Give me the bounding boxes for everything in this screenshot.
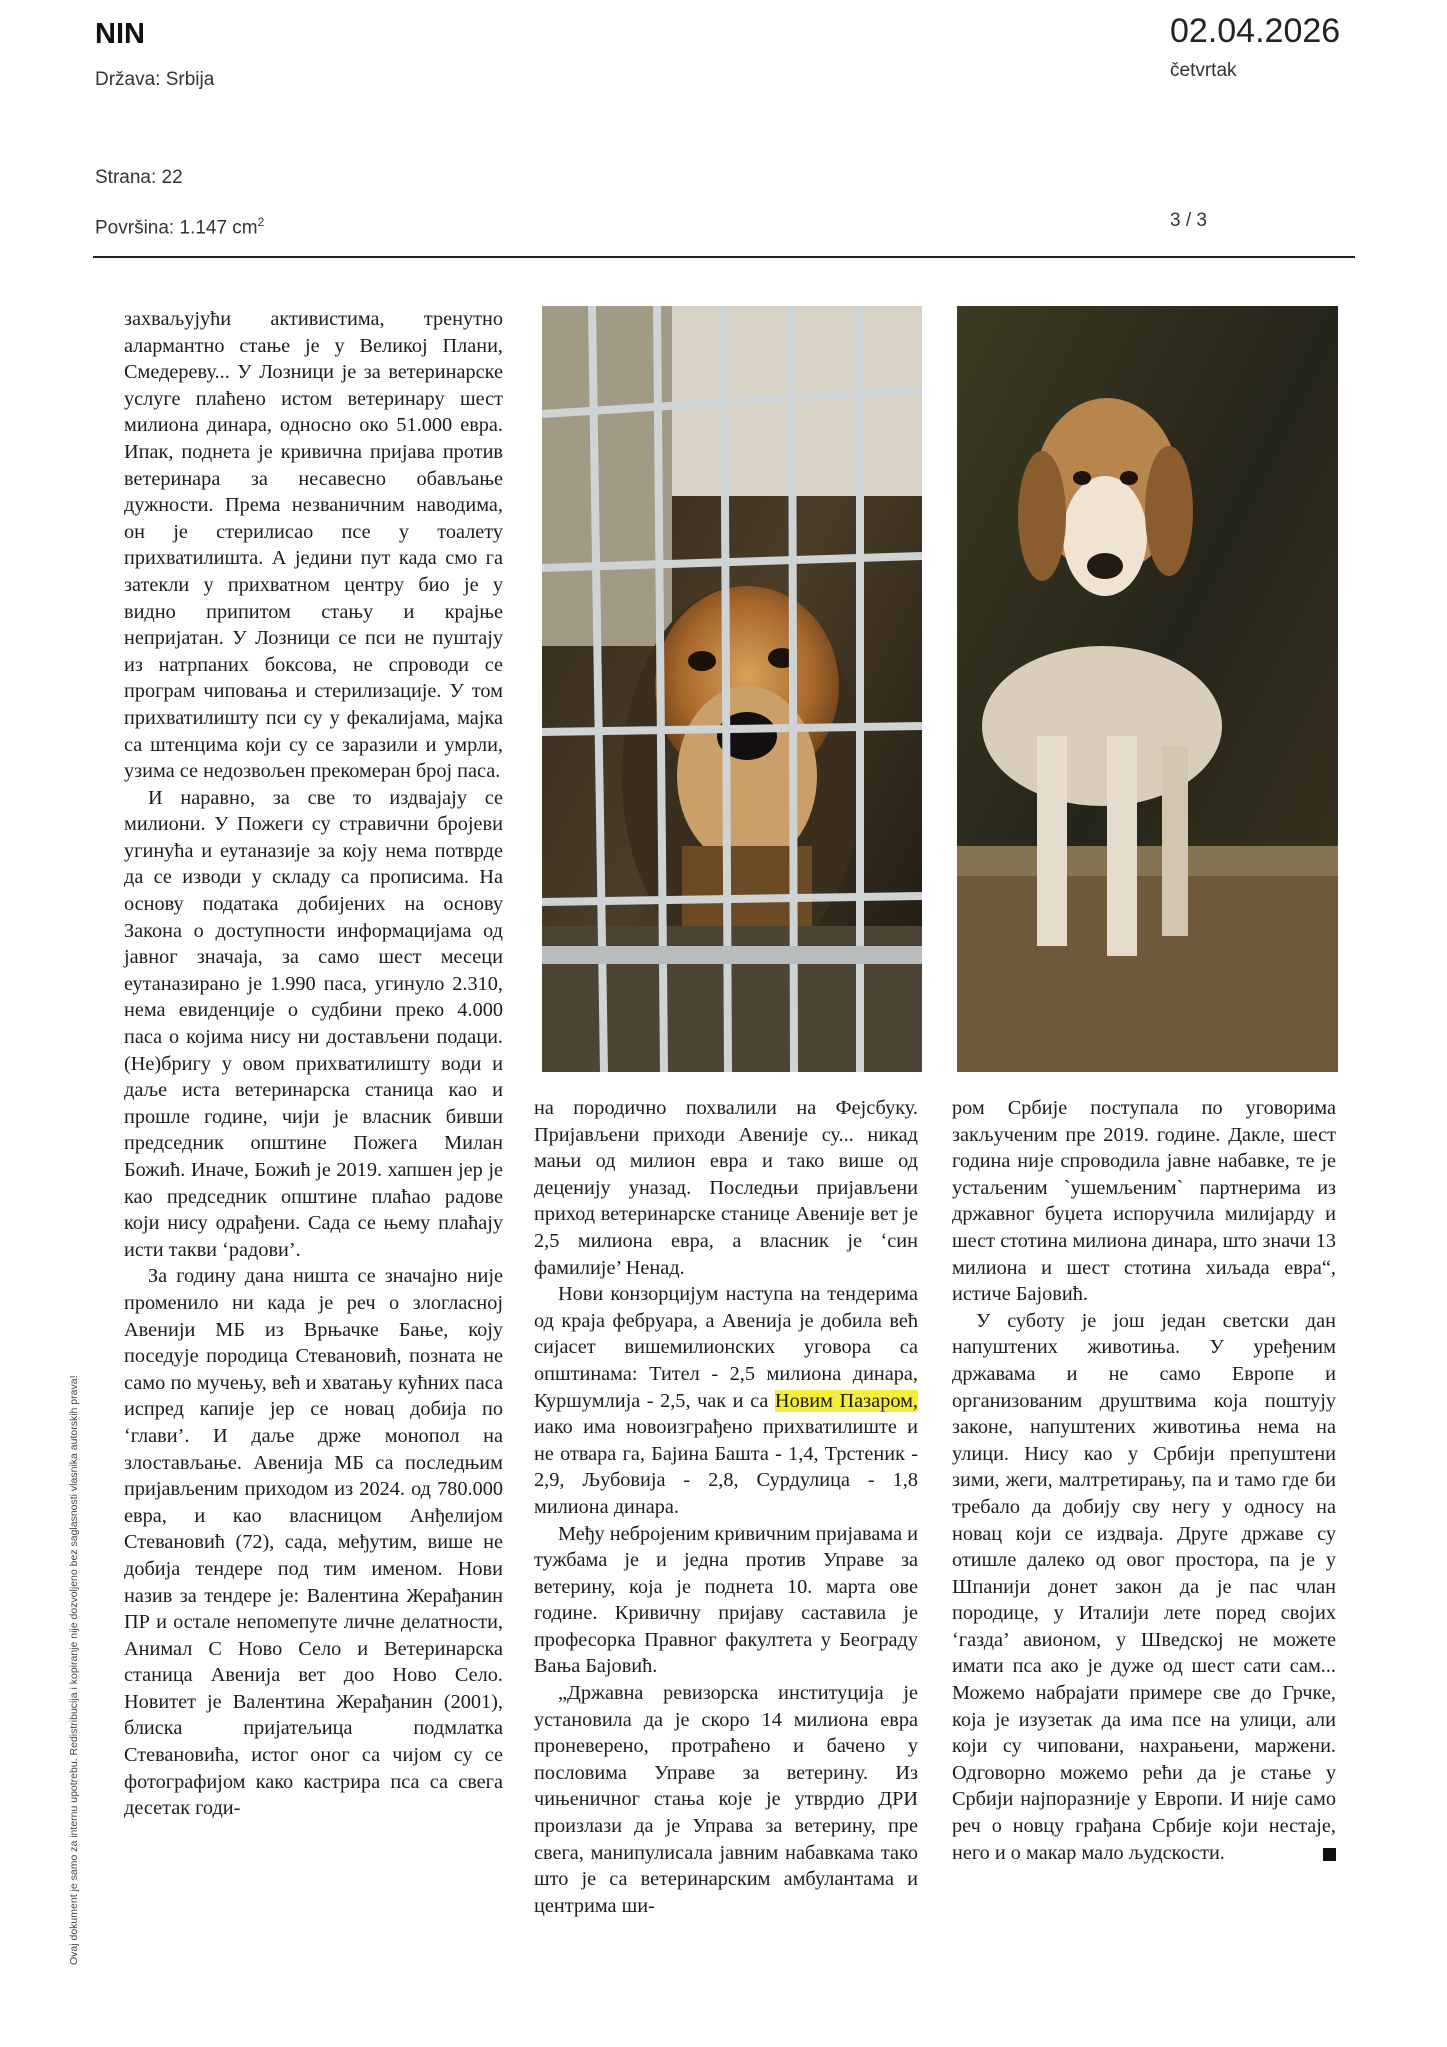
- article-paragraph: на породично похвалили на Фејсбуку. Пријављени приходи Авеније су... никад мањи од милион евра и тако више од деценију уназад. Последњи пријављени приход ветеринарске станице Авеније вет је 2,5 милиона евра, а власник је ‘син фамилије’ Ненад.: [534, 1097, 918, 1279]
- article-paragraph: [952, 1308, 1336, 1866]
- country-label: Država: Srbija: [95, 69, 215, 90]
- article-paragraph: За годину дана ништа се значајно није променило ни када је реч о злогласној Авенији МБ из Врњачке Бање, коју поседује породица Стевановић, позната не само по мучењу, већ и хватању кућних паса испред капије јер се новац добија по ‘глави’. И даље држе монопол на злостављање. Авенија МБ са последњим пријављеним приходом из 2024. од 780.000 евра, и као власницом Анђелијом Стевановић (72), сада, међутим, више не добија тендере под тим именом. Нови назив за тендере је: Валентина Жерађанин ПР и остале непомепуте личне делатности, Анимал С Ново Село и Ветеринарска станица Авенија вет доо Ново Село. Новитет је Валентина Жерађанин (2001), блиска пријатељица подмлатка Стевановића, истог оног са чијом су се фотографијом како кастрира пса са свега десетак годи-: [124, 1265, 503, 1820]
- issue-date: 02.04.2026: [1170, 12, 1341, 50]
- header-divider: [93, 256, 1355, 258]
- article-paragraph: захваљујући активистима, тренутно алармантно стање је у Великој Плани, Смедереву... У Лозници је за ветеринарске услуге плаћено истом ветеринару шест милиона динара, односно око 51.000 евра. Ипак, поднета је кривична пријава против ветеринара за несавесно обављање дужности. Према незваничним наводима, он је стерилисао псе у тоалету прихватилишта. А једини пут када смо га затекли у прихватном центру био је у видно припитом стању и крајње непријатан. У Лозници се пси не пуштају из натрпаних боксова, не спроводи се програм чиповања и стерилизације. У том прихватилишту пси су у фекалијама, мајка са штенцима који су се заразили и умрли, узима се недозвољен прекомеран број паса.: [124, 308, 503, 783]
- article-paragraph: [534, 1281, 918, 1520]
- photo-dog-behind-cage: [542, 306, 922, 1072]
- photo-dog-behind-cage-image: [542, 306, 922, 1072]
- article-column-2: [534, 1095, 918, 1919]
- article-column-3: [952, 1095, 1336, 1866]
- highlighted-text: Новим Пазаром,: [774, 1389, 918, 1412]
- copyright-side-note: Ovaj dokument je samo za internu upotrebu. Redistribucija i kopiranje nije dozvoljeno bez saglasnosti vlasnika autorskih prava!: [68, 1375, 80, 1965]
- page-number-label: Strana: 22: [95, 167, 183, 188]
- page-count: 3 / 3: [1170, 210, 1207, 231]
- issue-weekday: četvrtak: [1170, 60, 1237, 81]
- article-column-1: [124, 306, 503, 1822]
- area-label: [95, 215, 264, 239]
- article-paragraph: „Државна ревизорска институција је установила да је скоро 14 милиона евра проневерено, протраћено и бачено у пословима Управе за ветерину. Из чињеничног стања које је утврдио ДРИ произлази да је Управа за ветерину, пре свега, манипулисала јавним набавкама тако што је са ветеринарским амбулантама и центрима ши-: [534, 1682, 918, 1917]
- paragraph-text: Нови конзорцијум наступа на тендерима од краја фебруара, а Авенија је добила већ сијасет вишемилионских уговора са општинама: Тител - 2,5 милиона динара, Куршумлија - 2,5, чак и са: [534, 1283, 918, 1412]
- area-superscript: 2: [257, 215, 265, 229]
- paragraph-text: иако има новоизграђено прихватилиште и не отвара га, Бајина Башта - 1,4, Трстеник - 2,9, Љубовија - 2,8, Сурдулица - 1,8 милиона динара.: [534, 1416, 918, 1518]
- paragraph-text: У суботу је још један светски дан напуштених животиња. У уређеним државама и не само Европе и организованим друштвима која поштују законе, напуштених животиња нема на улици. Нису као у Србији препуштени зими, жеги, малтретирању, па и тамо где би требало да добију сву негу у односу на новац који се издваја. Друге државе су отишле далеко од овог простора, па је у Шпанији донет закон да је пас члан породице, у Италији лете поред својих ‘газда’ авионом, у Шведској не можете имати пса ако је дуже од шест сати сам... Можемо набрајати примере све до Грчке, која је изузетак да има псе на улици, али који су чиповани, нахрањени, маржени. Одговорно можемо рећи да је стање у Србији најпоразније у Европи. И није само реч о новцу грађана Србије који нестаје, него и о макар мало људскости.: [952, 1309, 1336, 1864]
- publication-name: NIN: [95, 18, 145, 50]
- area-text: Površina: 1.147 cm: [95, 217, 258, 239]
- photo-standing-dog-image: [957, 306, 1338, 1072]
- photo-standing-dog: [957, 306, 1338, 1072]
- article-paragraph: ром Србије поступала по уговорима закљученим пре 2019. године. Дакле, шест година није спроводила јавне набавке, те је устаљеним `ушемљеним` партнерима из државног буџета испоручила милијарду и шест стотина милиона динара, што значи 13 милиона и шест стотина хиљада евра“, истиче Бајовић.: [952, 1097, 1336, 1306]
- end-of-article-mark: [1323, 1848, 1336, 1861]
- article-paragraph: И наравно, за све то издвајају се милиони. У Пожеги су стравични бројеви угинућа и еутаназије за коју нема потврде да се изводи у складу са прописима. На основу података добијених на основу Закона о доступности информацијама од јавног значаја, за само шест месеци еутаназирано је 1.990 паса, угинуло 2.310, нема евиденције о судбини преко 4.000 паса о којима нису ни достављени подаци. (Не)бригу у овом прихватилишту води и даље иста ветеринарска станица као и прошле године, чији је власник бивши председник општине Пожега Милан Божић. Иначе, Божић је 2019. хапшен јер је као председник општине плаћао радове који нису одрађени. Сада се њему плаћају исти такви ‘радови’.: [124, 786, 503, 1261]
- article-paragraph: Међу небројеним кривичним пријавама и тужбама је и једна против Управе за ветерину, која је поднета 10. марта ове године. Кривичну пријаву саставила је професорка Правног факултета у Београду Вања Бајовић.: [534, 1522, 918, 1678]
